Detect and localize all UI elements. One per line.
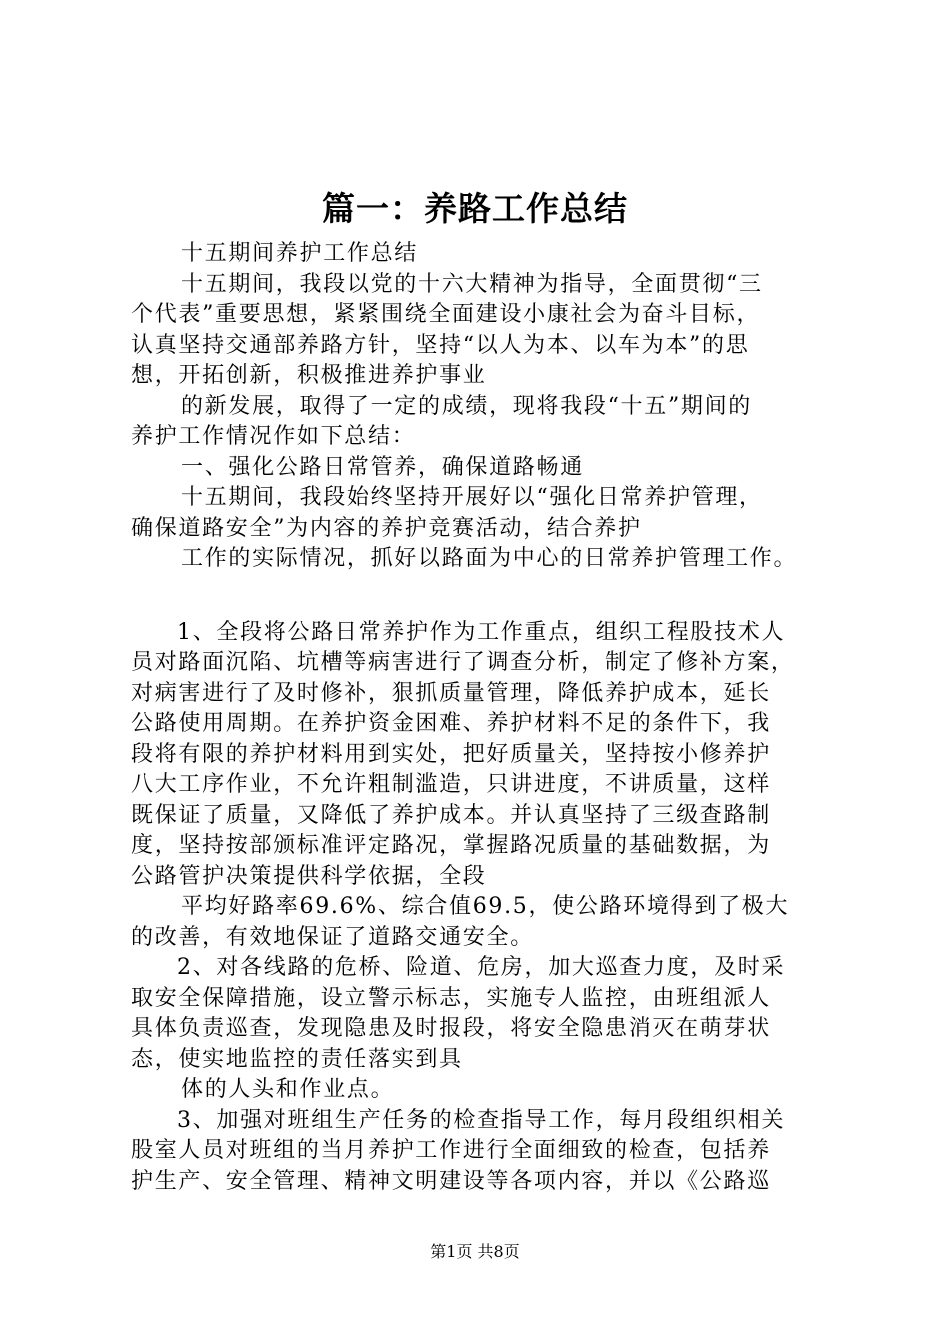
text-line: 员对路面沉陷、坑槽等病害进行了调查分析，制定了修补方案，: [131, 650, 795, 675]
text-line: 八大工序作业，不允许粗制滥造，只讲进度，不讲质量，这样: [131, 772, 771, 797]
text-line: 体的人头和作业点。: [181, 1077, 395, 1102]
section-heading: 一、强化公路日常管养，确保道路畅通: [181, 454, 584, 480]
text-line: 股室人员对班组的当月养护工作进行全面细致的检查，包括养: [131, 1138, 771, 1163]
text-line: 的新发展，取得了一定的成绩，现将我段“十五”期间的: [181, 393, 752, 419]
text-line: 十五期间养护工作总结: [181, 241, 419, 266]
text-line: 养护工作情况作如下总结：: [131, 424, 416, 449]
text-line: 取安全保障措施，设立警示标志，实施专人监控，由班组派人: [131, 985, 771, 1011]
text-line: 公路使用周期。在养护资金困难、养护材料不足的条件下，我: [131, 711, 771, 736]
text-line: 对病害进行了及时修补，狠抓质量管理，降低养护成本，延长: [131, 680, 771, 706]
document-body: [131, 239, 831, 1197]
text-line: 具体负责巡查，发现隐患及时报段，将安全隐患消灭在萌芽状: [131, 1016, 771, 1041]
text-line: 公路管护决策提供科学依据，全段: [131, 863, 487, 889]
text-line: 十五期间，我段始终坚持开展好以“强化日常养护管理，: [181, 485, 763, 510]
text-line: 度，坚持按部颁标准评定路况，掌握路况质量的基础数据，为: [131, 833, 771, 858]
text-line: 2、对各线路的危桥、险道、危房，加大巡查力度，及时采: [177, 955, 786, 980]
text-line: 平均好路率69.6%、综合值69.5，使公路环境得到了极大: [181, 894, 790, 919]
text-line: 的改善，有效地保证了道路交通安全。: [131, 924, 534, 950]
text-line: 确保道路安全”为内容的养护竞赛活动，结合养护: [131, 515, 642, 541]
text-line: 认真坚持交通部养路方针，坚持“以人为本、以车为本”的思: [131, 332, 750, 358]
text-line: 3、加强对班组生产任务的检查指导工作，每月段组织相关: [177, 1107, 786, 1133]
page-footer: 第1页 共8页: [430, 1242, 520, 1261]
page-title: 篇一：养路工作总结: [322, 189, 628, 228]
paragraph-gap: [131, 575, 831, 618]
text-line: 十五期间，我段以党的十六大精神为指导，全面贯彻“三: [181, 271, 763, 297]
text-line: 护生产、安全管理、精神文明建设等各项内容，并以《公路巡: [131, 1168, 771, 1194]
text-line: 1、全段将公路日常养护作为工作重点，组织工程股技术人: [177, 619, 786, 645]
text-line: 想，开拓创新，积极推进养护事业: [131, 363, 487, 388]
text-line: 既保证了质量，又降低了养护成本。并认真坚持了三级查路制: [131, 802, 771, 828]
text-line: 段将有限的养护材料用到实处，把好质量关，坚持按小修养护: [131, 741, 771, 767]
text-line: 态，使实地监控的责任落实到具: [131, 1046, 463, 1072]
text-line: 工作的实际情况，抓好以路面为中心的日常养护管理工作。: [181, 546, 798, 571]
text-line: 个代表”重要思想，紧紧围绕全面建设小康社会为奋斗目标，: [131, 302, 761, 327]
